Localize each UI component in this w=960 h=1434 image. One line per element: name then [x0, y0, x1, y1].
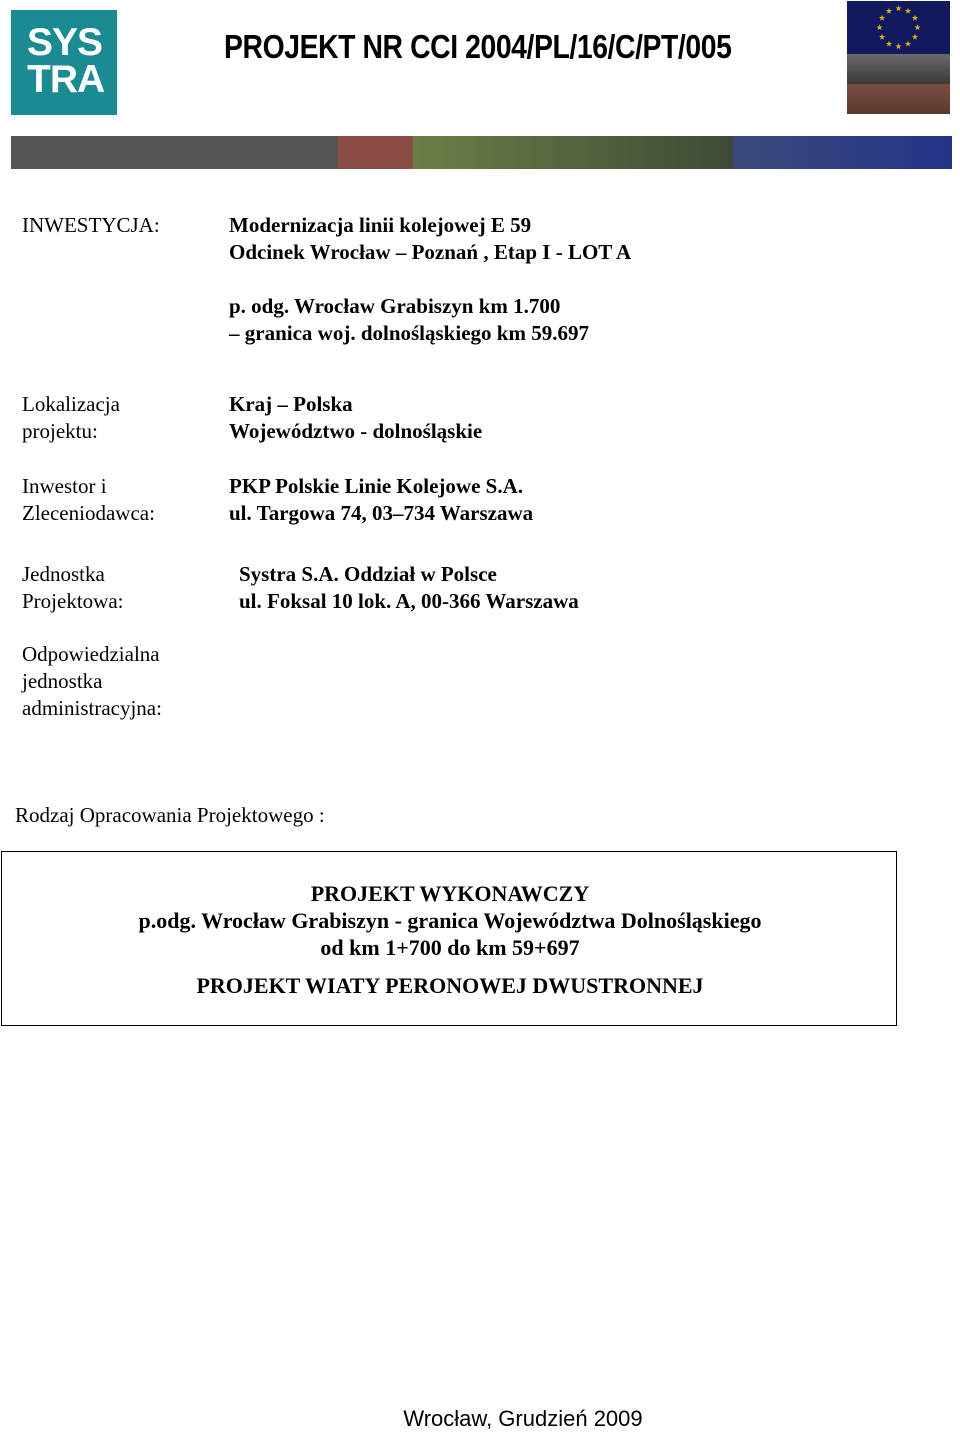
investment-line2: Odcinek Wrocław – Poznań , Etap I - LOT A	[229, 240, 632, 264]
investor-value-line2: ul. Targowa 74, 03–734 Warszawa	[229, 501, 534, 525]
design-unit-label-line1: Jednostka	[22, 562, 105, 586]
admin-unit-label-line2: jednostka	[22, 669, 103, 693]
color-bar-blue	[733, 136, 952, 169]
project-description-box	[1, 851, 897, 1026]
systra-logo	[11, 10, 117, 115]
investor-value-line1: PKP Polskie Linie Kolejowe S.A.	[229, 474, 523, 498]
color-bar-red	[338, 136, 413, 169]
project-number-title: PROJEKT NR CCI 2004/PL/16/C/PT/005	[224, 28, 732, 65]
investor-label-line2: Zleceniodawca:	[22, 501, 155, 525]
investment-line4: – granica woj. dolnośląskiego km 59.697	[229, 321, 589, 345]
box-line-project-title: PROJEKT WIATY PERONOWEJ DWUSTRONNEJ	[196, 973, 704, 998]
admin-unit-label-line1: Odpowiedzialna	[22, 642, 160, 666]
investment-label: INWESTYCJA:	[22, 213, 160, 237]
location-label-line2: projektu:	[22, 419, 98, 443]
design-unit-value-line2: ul. Foksal 10 lok. A, 00-366 Warszawa	[239, 589, 579, 613]
box-line-section: p.odg. Wrocław Grabiszyn - granica Województwa Dolnośląskiego	[138, 908, 762, 933]
investment-line1: Modernizacja linii kolejowej E 59	[229, 213, 532, 237]
investment-line3: p. odg. Wrocław Grabiszyn km 1.700	[229, 294, 561, 318]
color-bar-green	[413, 136, 733, 169]
logo-text-line2: TRA	[27, 58, 105, 101]
design-unit-label-line2: Projektowa:	[22, 589, 124, 613]
investor-label-line1: Inwestor i	[22, 474, 107, 498]
header-color-bar	[11, 136, 952, 169]
admin-unit-label-line3: administracyjna:	[22, 696, 162, 720]
location-value-line2: Województwo - dolnośląskie	[229, 419, 483, 443]
document-type-label: Rodzaj Opracowania Projektowego :	[15, 803, 325, 827]
box-line-project-type: PROJEKT WYKONAWCZY	[310, 881, 590, 906]
place-and-date: Wrocław, Grudzień 2009	[403, 1406, 643, 1431]
color-bar-gray	[11, 136, 338, 169]
box-line-km-range: od km 1+700 do km 59+697	[320, 935, 580, 960]
design-unit-value-line1: Systra S.A. Oddział w Polsce	[239, 562, 497, 586]
logo-text-line1: SYS	[27, 21, 103, 64]
location-label-line1: Lokalizacja	[22, 392, 120, 416]
location-value-line1: Kraj – Polska	[229, 392, 353, 416]
eu-flag-icon	[847, 1, 950, 114]
